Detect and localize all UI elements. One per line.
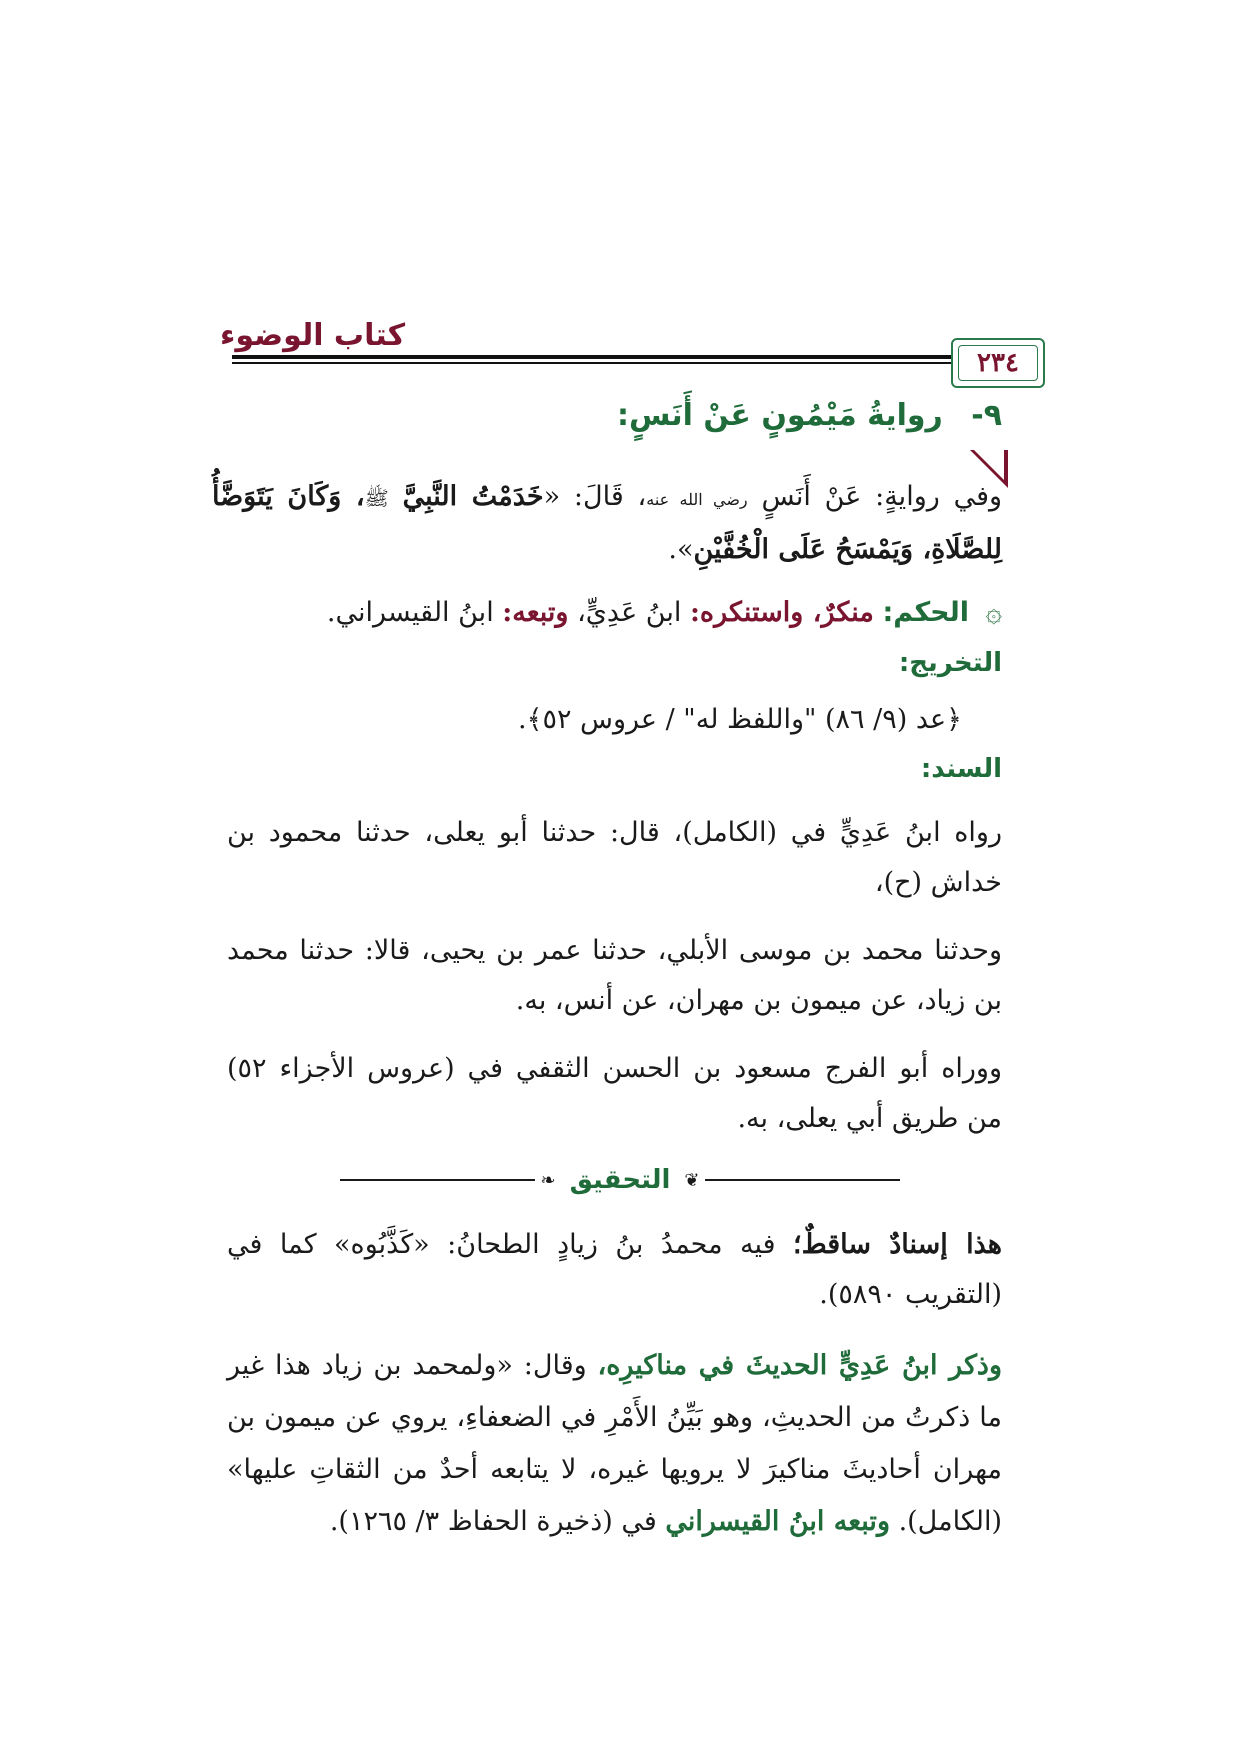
tahqiq-p2-highlight-2: وتبعه ابنُ القيسراني [665,1506,890,1537]
section-number: ٩- [971,398,1002,433]
header-rule [232,355,1007,359]
divider-ornament-icon: ❦ [684,1169,700,1191]
tahqiq-p1-text: فيه محمدُ بنُ زيادٍ الطحانُ: «كَذَّبُوه» كما في (التقريب ٥٨٩٠). [227,1229,1002,1310]
tahqiq-heading: التحقيق [569,1165,671,1195]
quote-text-1: خَدَمْتُ النَّبِيَّ [402,481,544,512]
ruling-followed-label: وتبعه: [502,597,569,628]
header-rule-thin [232,362,1007,364]
section-heading [227,398,1002,433]
book-title: كتاب الوضوء [220,318,406,353]
sanad-paragraph-3: ووراه أبو الفرج مسعود بن الحسن الثقفي في (عروس الأجزاء ٥٢) من طريق أبي يعلى، به. [227,1053,1002,1134]
honorific-prophet: ﷺ [364,486,389,510]
quote-intro: وفي روايةٍ: عَنْ أَنَسٍ [761,481,1003,512]
tahqiq-paragraph-2 [227,1340,1002,1548]
takhrij-text: ﴿عد (٩/ ٨٦) "واللفظ له" / عروس ٥٢﴾. [518,704,962,735]
ruling-line [227,590,1002,635]
honorific-anas: رضي الله عنه [646,490,748,509]
tahqiq-paragraph-1 [227,1220,1002,1320]
ruling-label: الحكم: [882,597,969,628]
divider-line-left [340,1179,535,1181]
ruling-verdict: منكرٌ، واستنكره: [689,597,874,628]
tahqiq-p2-highlight-1: وذكر ابنُ عَدِيٍّ الحديثَ في مناكيرِه، [597,1350,1002,1381]
flower-ornament-icon: ۞ [985,595,1002,628]
takhrij-heading: التخريج: [898,648,1002,678]
quote-said: ، قَالَ: « [543,481,647,512]
sanad-heading: السند: [920,754,1002,784]
ruling-follower: ابنُ القيسراني. [326,597,494,628]
page-number-frame [951,338,1045,388]
quote-end: ». [668,534,694,565]
hadith-quote [212,472,1002,575]
section-title: روايةُ مَيْمُونٍ عَنْ أَنَسٍ: [617,398,943,433]
tahqiq-divider [340,1160,900,1200]
tahqiq-verdict: هذا إسنادٌ ساقطٌ؛ [793,1229,1002,1260]
tahqiq-p2-text-2: في (ذخيرة الحفاظ ٣/ ١٢٦٥). [329,1506,666,1537]
sanad-paragraph-1: رواه ابنُ عَدِيٍّ في (الكامل)، قال: حدثنا أبو يعلى، حدثنا محمود بن خداش (ح)، [227,817,1002,898]
tahqiq-p2-text-1: وقال: «ولمحمد بن زياد هذا غير ما ذكرتُ من الحديثِ، وهو بَيِّنُ الأَمْرِ في الضعفاءِ، يروي عن ميمون بن مهران أحاديثَ مناكيرَ لا يرويها غيره، لا يتابعه أحدٌ من الثقاتِ عليها» (الكامل). [227,1350,1002,1537]
sanad-paragraph-2: وحدثنا محمد بن موسى الأبلي، حدثنا عمر بن يحيى، قالا: حدثنا محمد بن زياد، عن ميمون بن مهران، عن أنس، به. [227,935,1002,1016]
ruling-critic: ابنُ عَدِيٍّ، [577,597,682,628]
divider-line-right [705,1179,900,1181]
page-number: ٢٣٤ [958,345,1038,381]
divider-ornament-icon: ❧ [540,1169,556,1191]
quote-text-2: ، وَكَانَ يَتَوَضَّأُ لِلصَّلَاةِ، وَيَمْسَحُ عَلَى الْخُفَّيْنِ [212,481,1002,565]
